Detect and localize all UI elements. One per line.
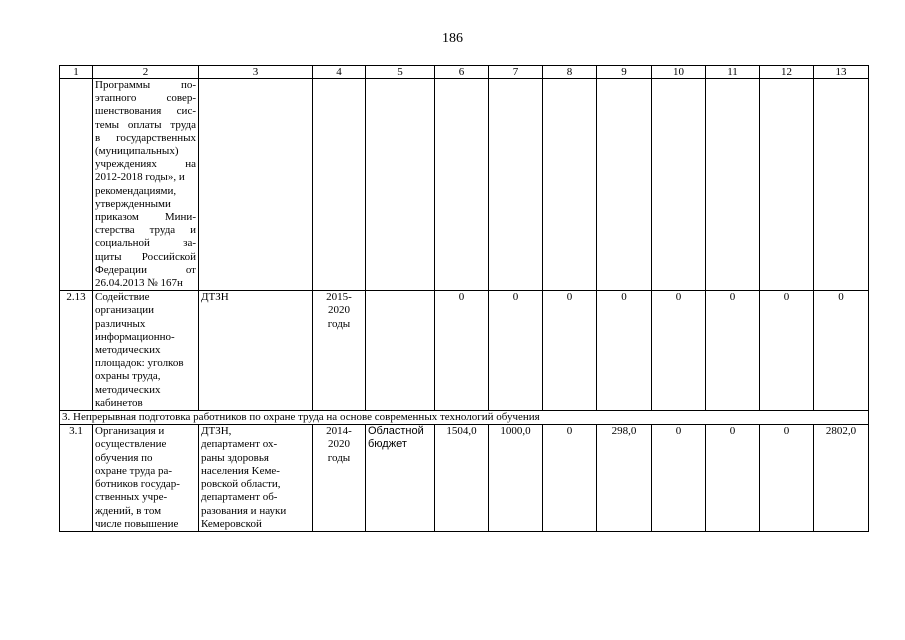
cell-value: 1000,0: [489, 425, 543, 532]
cell-source: [366, 79, 435, 291]
text-line: 2014-: [326, 425, 352, 438]
cell-value: 0: [760, 291, 814, 411]
text-line: стерства труда и: [95, 224, 196, 237]
cell-value: 0: [597, 291, 652, 411]
text-line: Федерации от: [95, 263, 196, 276]
cell-value: 0: [760, 425, 814, 532]
text-line: утвержденными: [95, 197, 171, 210]
cell-value: 0: [543, 425, 597, 532]
text-line: 2012-2018 годы», и: [95, 171, 185, 184]
text-line: ДТЗН,: [201, 425, 232, 438]
text-line: щиты Российской: [95, 250, 196, 263]
cell-value: [435, 79, 489, 291]
text-line: рекомендациями,: [95, 184, 177, 197]
cell-name: [93, 79, 199, 291]
header-cell: 12: [760, 66, 814, 79]
page-number: 186: [442, 31, 463, 46]
text-line: годы: [327, 317, 351, 330]
text-line: обучения по: [95, 451, 153, 464]
plan-table: [59, 65, 869, 532]
cell-value: 0: [706, 291, 760, 411]
text-line: информационно-: [95, 330, 175, 343]
header-cell: 2: [93, 66, 199, 79]
cell-name: [93, 291, 199, 411]
cell-value: [543, 79, 597, 291]
header-cell: 1: [60, 66, 93, 79]
cell-period: [313, 291, 366, 411]
cell-value: [597, 79, 652, 291]
header-cell: 6: [435, 66, 489, 79]
header-cell: 13: [814, 66, 869, 79]
text-line: Содействие: [95, 291, 150, 304]
cell-value: [652, 79, 706, 291]
text-line: Организация и: [95, 425, 165, 438]
cell-period: [313, 79, 366, 291]
text-line: различных: [95, 317, 146, 330]
text-line: числе повышение: [95, 517, 179, 530]
text-line: 2015-: [326, 291, 352, 304]
text-line: этапного совер-: [95, 92, 196, 105]
text-line: ственных учре-: [95, 491, 168, 504]
cell-num: [60, 79, 93, 291]
text-line: учреждениях на: [95, 158, 196, 171]
section-heading-row: [60, 411, 869, 425]
cell-value: 0: [489, 291, 543, 411]
text-line: Областной: [368, 425, 424, 438]
table-row-3-1: [60, 425, 869, 532]
header-cell: 5: [366, 66, 435, 79]
text-line: Кемеровской: [201, 517, 262, 530]
text-line: осуществление: [95, 438, 167, 451]
text-line: методических: [95, 383, 161, 396]
cell-value: [706, 79, 760, 291]
header-cell: 10: [652, 66, 706, 79]
section-heading: 3. Непрерывная подготовка работников по охране труда на основе современных технологий обучения: [60, 411, 869, 425]
cell-source: [366, 425, 435, 532]
text-line: бюджет: [368, 438, 407, 451]
cell-period: [313, 425, 366, 532]
text-line: кабинетов: [95, 396, 143, 409]
cell-value: 0: [652, 425, 706, 532]
cell-value: 298,0: [597, 425, 652, 532]
text-line: департамент ох-: [201, 438, 278, 451]
cell-value: [814, 79, 869, 291]
cell-value: 0: [814, 291, 869, 411]
header-cell: 7: [489, 66, 543, 79]
text-line: 26.04.2013 № 167н: [95, 277, 183, 290]
header-cell: 4: [313, 66, 366, 79]
cell-name: [93, 425, 199, 532]
header-cell: 11: [706, 66, 760, 79]
text-line: ботников государ-: [95, 478, 180, 491]
text-line: охраны труда,: [95, 370, 161, 383]
cell-executor: [199, 79, 313, 291]
text-line: 2020: [328, 438, 350, 451]
cell-value: 0: [652, 291, 706, 411]
text-line: охране труда ра-: [95, 464, 173, 477]
header-cell: 9: [597, 66, 652, 79]
text-line: площадок: уголков: [95, 357, 184, 370]
cell-num: 3.1: [60, 425, 93, 532]
text-line: раны здоровья: [201, 451, 269, 464]
cell-source: [366, 291, 435, 411]
text-line: в государственных: [95, 131, 196, 144]
text-line: годы: [327, 451, 351, 464]
cell-value: 2802,0: [814, 425, 869, 532]
text-line: ждений, в том: [95, 504, 162, 517]
header-cell: 8: [543, 66, 597, 79]
cell-executor: ДТЗН: [199, 291, 313, 411]
header-row: [60, 66, 869, 79]
text-line: методических: [95, 344, 161, 357]
table-row-2-13: [60, 291, 869, 411]
text-line: приказом Мини-: [95, 211, 196, 224]
cell-value: 0: [435, 291, 489, 411]
cell-value: 1504,0: [435, 425, 489, 532]
text-line: организации: [95, 304, 155, 317]
header-cell: 3: [199, 66, 313, 79]
text-line: темы оплаты труда: [95, 118, 196, 131]
text-line: департамент об-: [201, 491, 278, 504]
text-line: шенствования сис-: [95, 105, 196, 118]
text-line: населения Keме-: [201, 464, 280, 477]
table-row-continuation: [60, 79, 869, 291]
text-line: разования и науки: [201, 504, 287, 517]
cell-value: 0: [706, 425, 760, 532]
text-line: ровской области,: [201, 478, 281, 491]
cell-executor: [199, 425, 313, 532]
cell-value: 0: [543, 291, 597, 411]
text-line: Программы по-: [95, 79, 196, 91]
cell-value: [760, 79, 814, 291]
cell-value: [489, 79, 543, 291]
text-line: (муниципальных): [95, 145, 179, 158]
text-line: социальной за-: [95, 237, 196, 250]
cell-num: 2.13: [60, 291, 93, 411]
text-line: 2020: [328, 304, 350, 317]
